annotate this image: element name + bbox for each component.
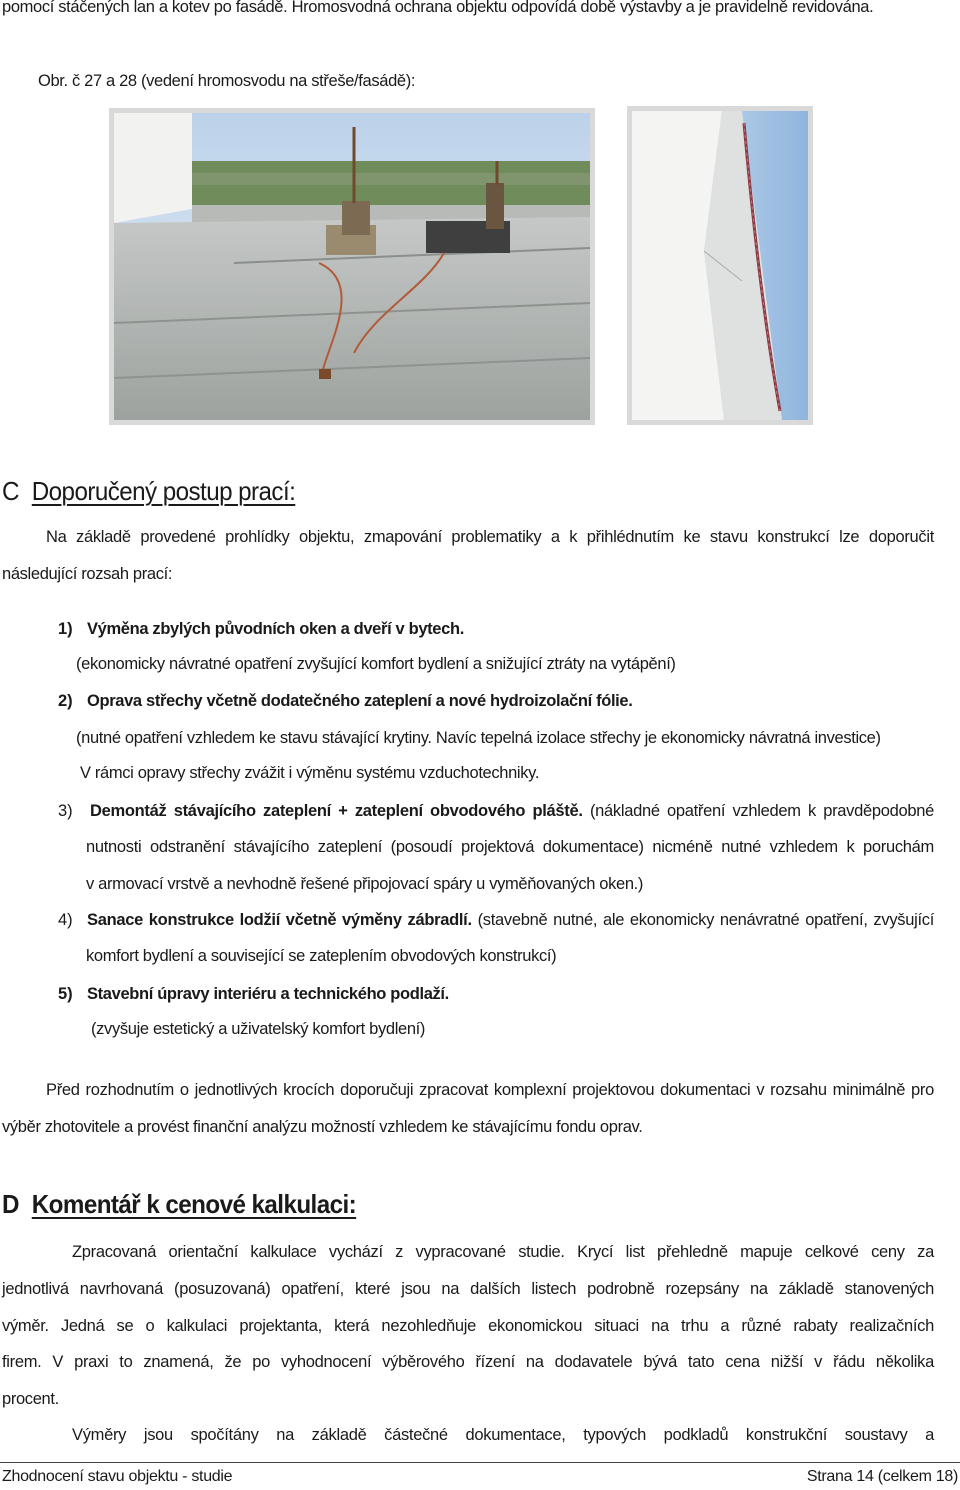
section-letter: D xyxy=(2,1189,19,1219)
intro-line-1: Na základě provedené prohlídky objektu, zmapování problematiky a k přihlédnutím ke stavu konstrukcí lze doporučit xyxy=(46,528,934,546)
comment-line-4: firem. V praxi to znamená, že po vyhodnocení výběrového řízení na dodavatele bývá tato cena nižší v řádu několika xyxy=(2,1353,934,1371)
item-3-title: Demontáž stávajícího zateplení + zateplení obvodového pláště. xyxy=(90,802,583,820)
section-c-heading xyxy=(2,476,295,507)
figure-caption: Obr. č 27 a 28 (vedení hromosvodu na střeše/fasádě): xyxy=(38,72,416,90)
closing-line-2: výběr zhotovitele a provést finanční analýzu možností vzhledem ke stávajícímu fondu oprav. xyxy=(2,1118,643,1136)
footer-document-title: Zhodnocení stavu objektu - studie xyxy=(2,1468,233,1485)
item-3-number: 3) xyxy=(58,802,73,820)
rooftop-lightning-photo xyxy=(109,108,595,425)
comment-line-2: jednotlivá navrhovaná (posuzovaná) opatření, které jsou na dalších listech podrobně rozepsány na základě stanovených xyxy=(2,1280,934,1298)
item-1-title: Výměna zbylých původních oken a dveří v bytech. xyxy=(87,620,464,638)
comment-line-1: Zpracovaná orientační kalkulace vychází z vypracované studie. Krycí list přehledně mapuje celkové ceny za xyxy=(72,1243,934,1261)
intro-line-2: následující rozsah prací: xyxy=(2,565,173,583)
section-title: Komentář k cenové kalkulaci: xyxy=(31,1189,357,1219)
comment-line-5: procent. xyxy=(2,1390,59,1408)
item-2-number: 2) xyxy=(58,692,73,710)
item-4-number: 4) xyxy=(58,911,73,929)
footer-page-number: Strana 14 (celkem 18) xyxy=(806,1468,958,1485)
item-1-number: 1) xyxy=(58,620,73,638)
item-3-title-rest: (nákladné opatření vzhledem k pravděpodobné xyxy=(589,802,934,820)
item-4-first-line xyxy=(87,911,934,930)
item-1-note: (ekonomicky návratné opatření zvyšující komfort bydlení a snižující ztráty na vytápění) xyxy=(76,655,676,673)
item-5-number: 5) xyxy=(58,985,73,1003)
section-letter: C xyxy=(2,476,19,506)
item-3-line-2: nutnosti odstranění stávajícího zateplení (posoudí projektová dokumentace) nicméně nutné vzhledem k poruchám xyxy=(86,838,934,856)
closing-line-1: Před rozhodnutím o jednotlivých krocích doporučuji zpracovat komplexní projektovou dokumentaci v rozsahu minimálně pro xyxy=(46,1081,934,1099)
facade-lightning-photo xyxy=(627,106,813,425)
item-5-title: Stavební úpravy interiéru a technického podlaží. xyxy=(87,985,449,1003)
item-4-title-rest: (stavebně nutné, ale ekonomicky nenávratné opatření, zvyšující xyxy=(477,911,934,929)
continuation-line: pomocí stáčených lan a kotev po fasádě. Hromosvodná ochrana objektu odpovídá době výstavby a je pravidelně revidována. xyxy=(2,0,874,16)
item-5-note: (zvyšuje estetický a uživatelský komfort bydlení) xyxy=(91,1020,426,1038)
comment-line-3: výměr. Jedná se o kalkulaci projektanta, která nezohledňuje ekonomickou situaci na trhu a různé rabaty realizačních xyxy=(2,1317,934,1335)
section-title: Doporučený postup prací: xyxy=(31,476,296,506)
section-d-heading xyxy=(2,1189,356,1220)
item-2-title: Oprava střechy včetně dodatečného zateplení a nové hydroizolační fólie. xyxy=(87,692,633,710)
item-2-note: (nutné opatření vzhledem ke stavu stávající krytiny. Navíc tepelná izolace střechy je ekonomicky návratná investice) xyxy=(76,729,881,747)
item-2-note-2: V rámci opravy střechy zvážit i výměnu systému vzduchotechniky. xyxy=(80,764,540,782)
item-3-first-line xyxy=(90,802,934,821)
item-4-title: Sanace konstrukce lodžií včetně výměny zábradlí. xyxy=(87,911,472,929)
item-4-line-2: komfort bydlení a související se zateplením obvodových konstrukcí) xyxy=(86,947,557,965)
footer-rule xyxy=(0,1462,960,1463)
item-3-line-3: v armovací vrstvě a nevhodně řešené připojovací spáry u vyměňovaných oken.) xyxy=(86,875,644,893)
comment-line-6: Výměry jsou spočítány na základě částečné dokumentace, typových podkladů konstrukční soustavy a xyxy=(72,1426,934,1444)
